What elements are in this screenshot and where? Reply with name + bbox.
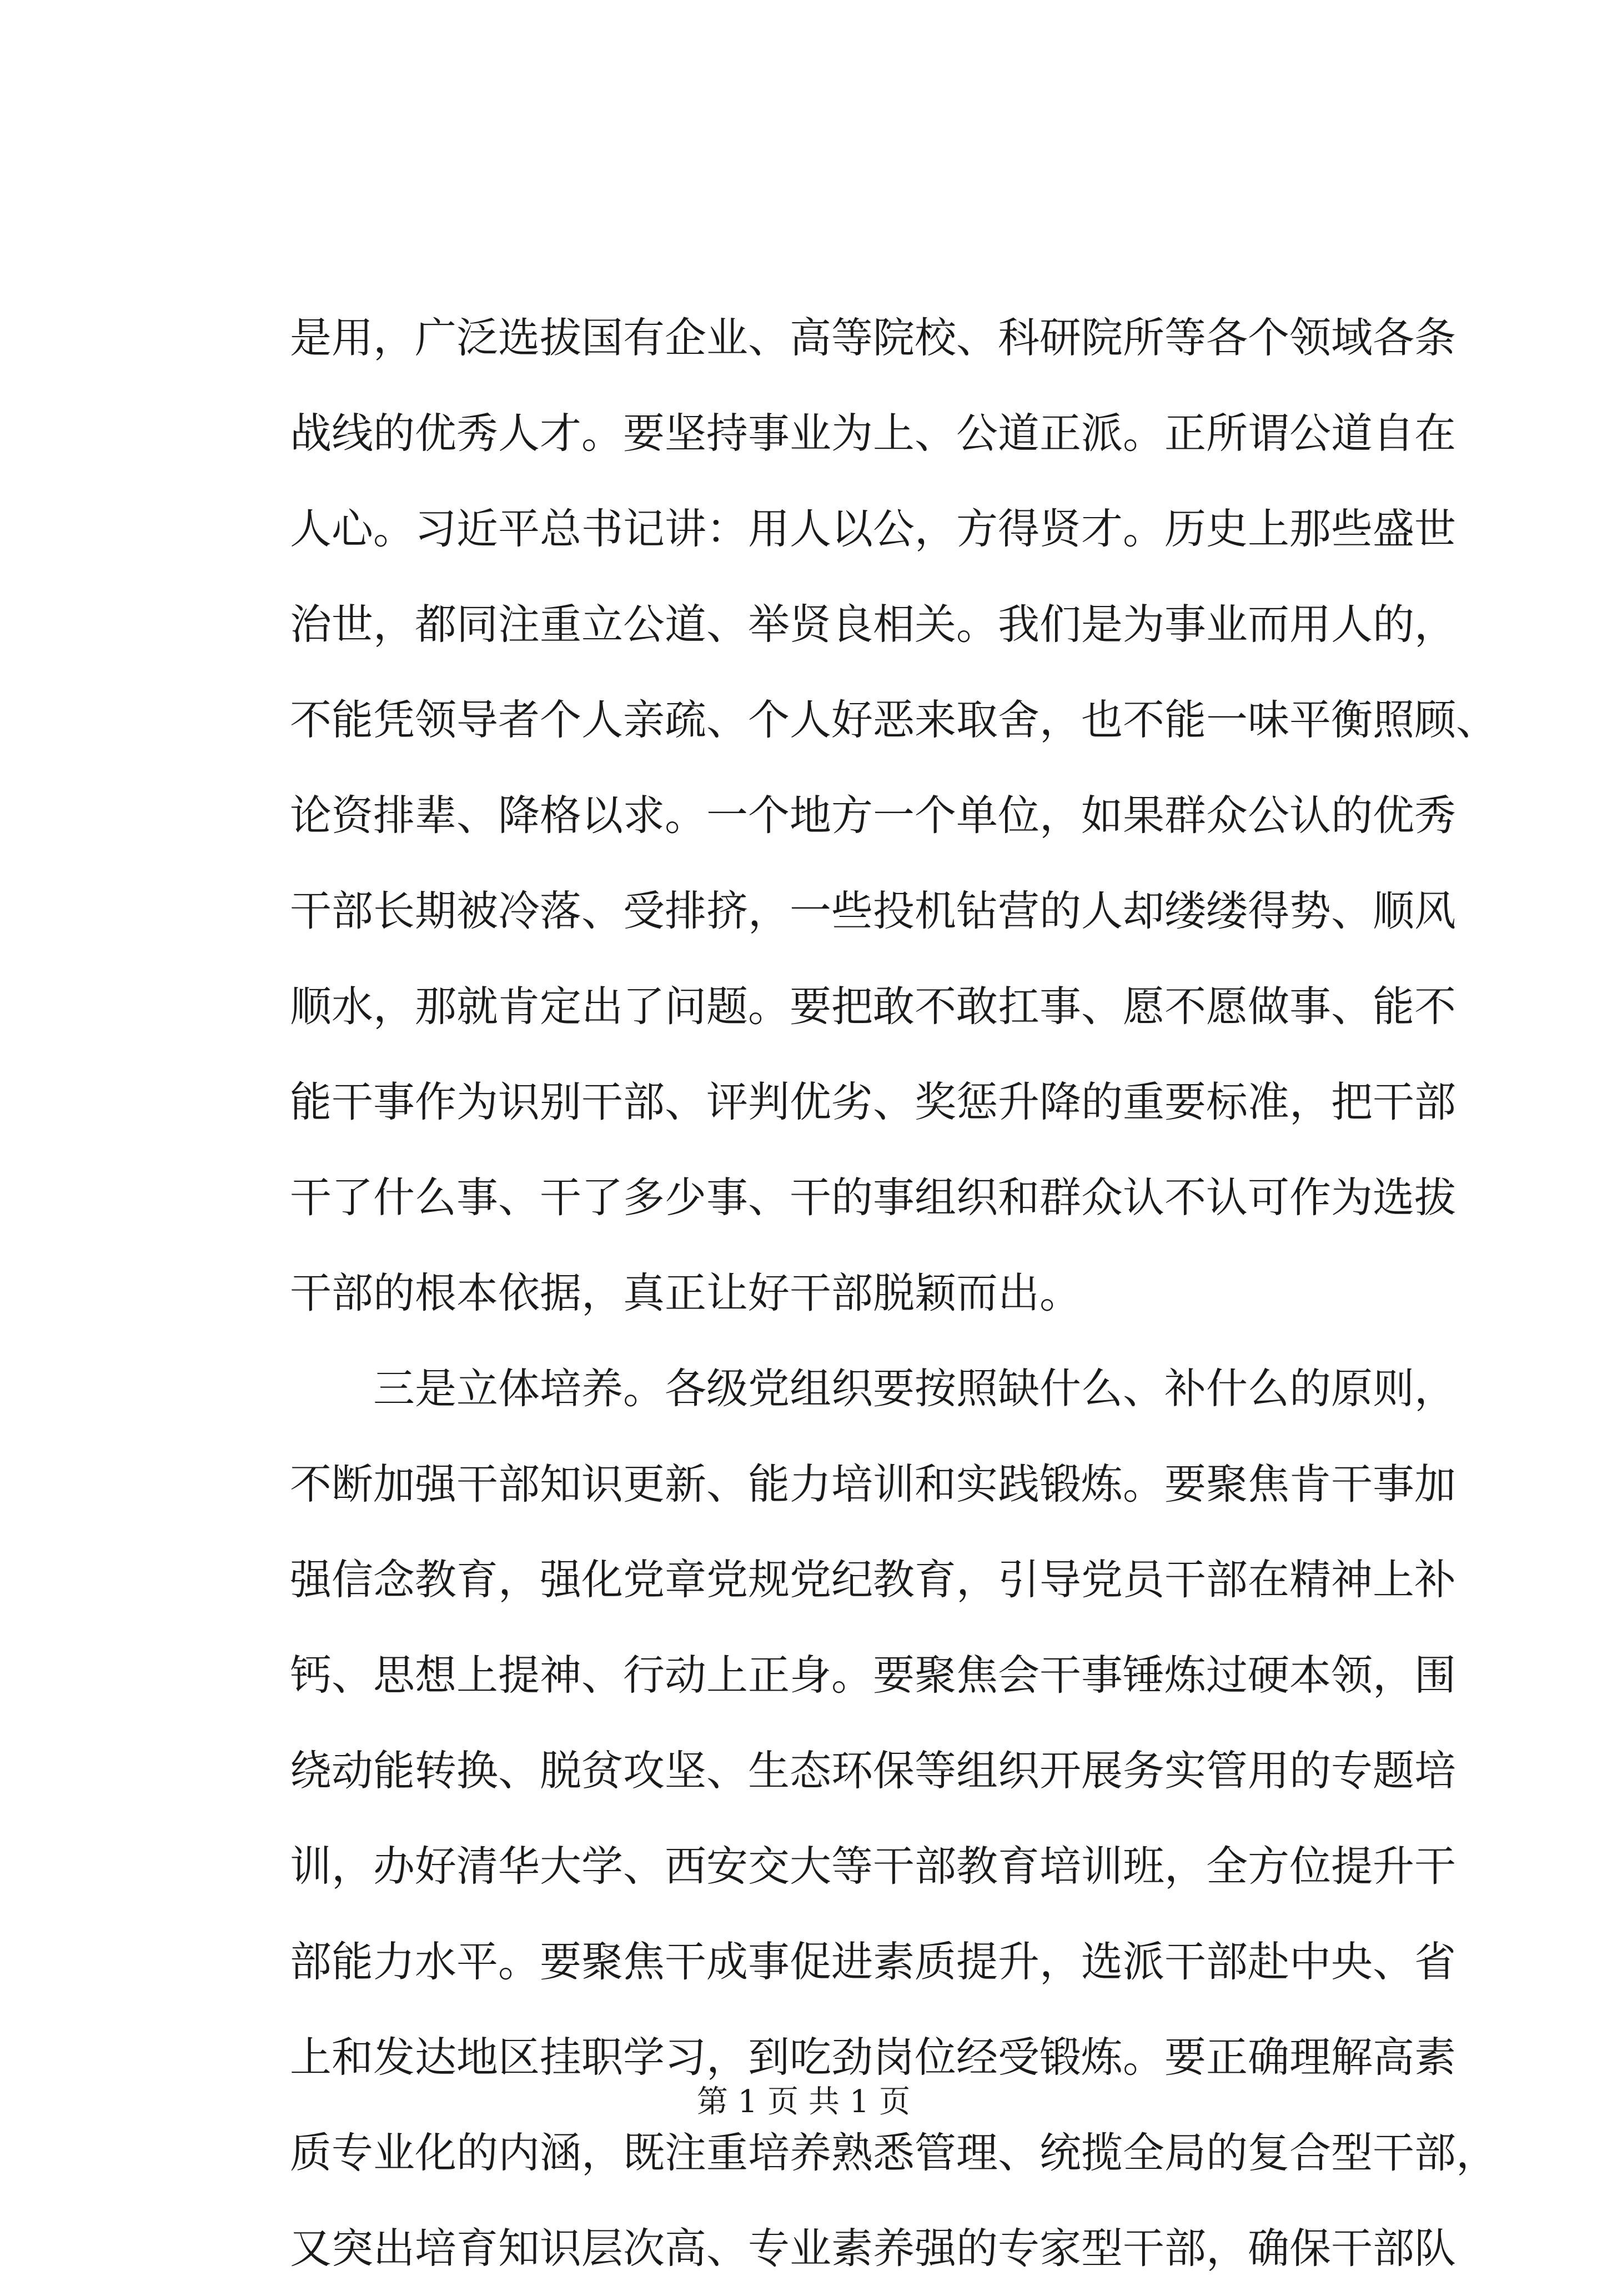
text-line: 上和发达地区挂职学习，到吃劲岗位经受锻炼。要正确理解高素	[290, 2033, 1457, 2082]
text-line: 顺水，那就肯定出了问题。要把敢不敢扛事、愿不愿做事、能不	[290, 982, 1457, 1031]
text-line: 战线的优秀人才。要坚持事业为上、公道正派。正所谓公道自在	[290, 409, 1457, 458]
text-line: 又突出培育知识层次高、专业素养强的专家型干部，确保干部队	[290, 2224, 1457, 2273]
text-line: 治世，都同注重立公道、举贤良相关。我们是为事业而用人的，	[290, 600, 1457, 649]
text-line: 人心。习近平总书记讲：用人以公，方得贤才。历史上那些盛世	[290, 504, 1457, 553]
text-line: 部能力水平。要聚焦干成事促进素质提升，选派干部赴中央、省	[290, 1937, 1457, 1986]
text-line: 训，办好清华大学、西安交大等干部教育培训班，全方位提升干	[290, 1842, 1457, 1891]
text-line: 是用，广泛选拔国有企业、高等院校、科研院所等各个领域各条	[290, 313, 1457, 362]
text-line: 钙、思想上提神、行动上正身。要聚焦会干事锤炼过硬本领，围	[290, 1651, 1457, 1700]
paragraph-2	[290, 1341, 1498, 2296]
text-line: 绕动能转换、脱贫攻坚、生态环保等组织开展务实管用的专题培	[290, 1746, 1457, 1795]
text-line: 论资排辈、降格以求。一个地方一个单位，如果群众公认的优秀	[290, 791, 1457, 840]
text-line: 三是立体培养。各级党组织要按照缺什么、补什么的原则，	[373, 1364, 1457, 1413]
page-footer: 第 1 页 共 1 页	[696, 2084, 911, 2120]
paragraph-1	[290, 290, 1498, 1341]
text-line: 能干事作为识别干部、评判优劣、奖惩升降的重要标准，把干部	[290, 1077, 1457, 1126]
text-line: 不能凭领导者个人亲疏、个人好恶来取舍，也不能一味平衡照顾、	[290, 695, 1498, 744]
text-line: 强信念教育，强化党章党规党纪教育，引导党员干部在精神上补	[290, 1555, 1457, 1604]
text-line: 干部的根本依据，真正让好干部脱颖而出。	[290, 1269, 1082, 1317]
document-body	[290, 290, 1498, 2296]
text-line: 干部长期被冷落、受排挤，一些投机钻营的人却缕缕得势、顺风	[290, 886, 1457, 935]
text-line: 不断加强干部知识更新、能力培训和实践锻炼。要聚焦肯干事加	[290, 1460, 1457, 1508]
text-line: 干了什么事、干了多少事、干的事组织和群众认不认可作为选拔	[290, 1173, 1457, 1222]
text-line: 质专业化的内涵，既注重培养熟悉管理、统揽全局的复合型干部，	[290, 2128, 1498, 2177]
